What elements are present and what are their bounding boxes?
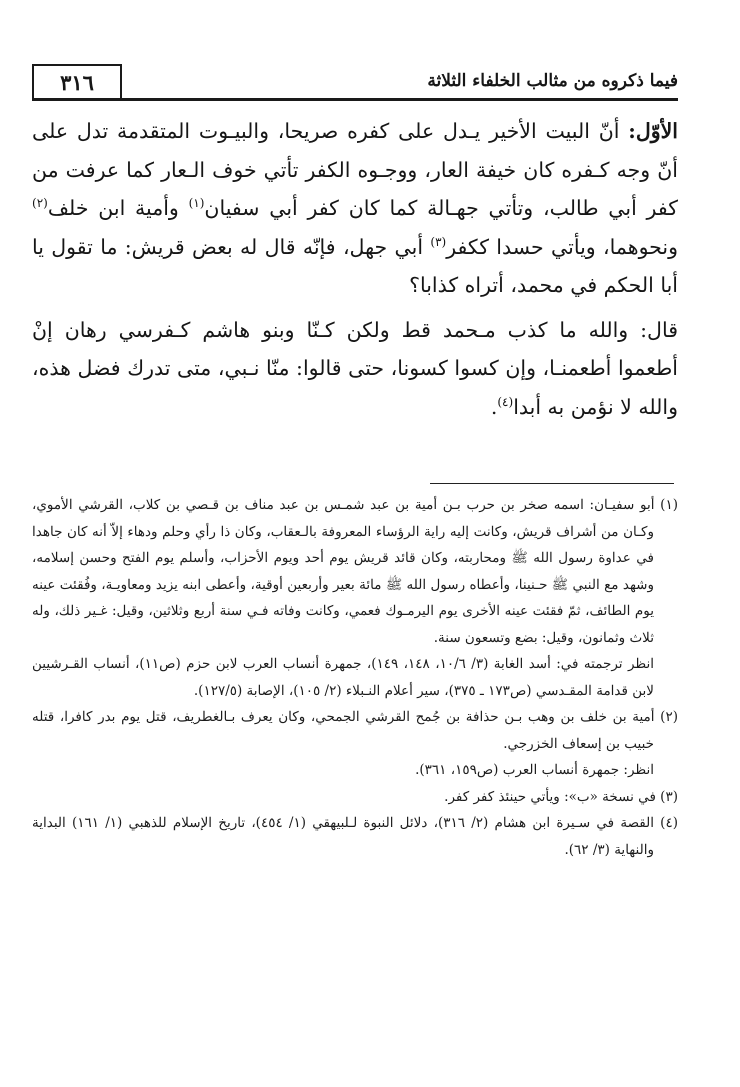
footnotes: [32, 492, 678, 992]
page-header: [32, 64, 678, 100]
footnote-3: (٣) في نسخة «ب»: ويأتي حينئذ كفر كفر.: [444, 788, 678, 805]
header-rule: [32, 98, 678, 101]
paragraph-2-text: قال: والله ما كذب مـحمد قط ولكن كـنّا وبنو هاشم كـفرسي رهان إنْ أطعموا أطعمنـا، وإن كسوا كسونا، حتى قالوا: منّا نـبي، متى تدرك فضل هذه، والله لا نؤمن به أبدا: [32, 317, 678, 419]
footnote-1-sources: انظر ترجمته في: أسد الغابة (٣/ ١٠/٦، ١٤٨، ١٤٩)، جمهرة أنساب العرب لابن حزم (ص١١)، أنساب القـرشيين لابن قدامة المقـدسي (ص١٧٣ ـ ٣٧٥)، سير أعلام النـبلاء (٢/ ١٠٥)، الإصابة (١٢٧/٥).: [32, 656, 655, 699]
footnote-ref-2: (٢): [32, 196, 48, 211]
footnote-2: (٢) أمية بن خلف بن وهب بـن حذافة بن جُمح القرشي الجمحي، وكان يعرف بـالغطريف، قتل يوم بدر كافرا، قتله خبيب بن إسعاف الخزرجي.: [32, 709, 678, 752]
paragraph-1-text-a: أنّ البيت الأخير يـدل على كفره صريحا، والبيـوت المتقدمة تدل على أنّ وجه كـفره كان خيفة العار، ووجـوه الكفر تأتي خوف الـعار كما عرفت من كفر أبي طالب، وتأتي جهـالة كما كان كفر أبي سفيان: [32, 119, 678, 220]
footnote-2-sources: انظر: جمهرة أنساب العرب (ص١٥٩، ٣٦١).: [415, 762, 654, 778]
paragraph-2: [32, 311, 678, 427]
footnote-4: (٤) القصة في سـيرة ابن هشام (٢/ ٣١٦)، دلائل النبوة لـلبيهقي (١/ ٤٥٤)، تاريخ الإسلام للذهبي (١/ ١٦١) البداية والنهاية (٣/ ٦٢).: [32, 815, 678, 858]
main-text: [32, 112, 678, 460]
running-title: فيما ذكروه من مثالب الخلفاء الثلاثة: [427, 71, 678, 91]
paragraph-lead: الأوّل:: [628, 119, 678, 143]
footnote-separator: [430, 483, 674, 484]
page-number: ٣١٦: [32, 64, 122, 100]
paragraph-1-text-d: أبي جهل، فإنّه قال له بعض قريش: ما تقول يا أبا الحكم في محمد، أتراه كذابا؟: [32, 234, 678, 297]
paragraph-1-text-c: ونحوهما، ويأتي حسدا ككفر: [446, 234, 678, 259]
footnote-1: (١) أبو سفيـان: اسمه صخر بن حرب بـن أمية بن عبد شمـس بن عبد مناف بن قـصي بن كلاب، القرشي الأموي، وكـان من أشراف قريش، وكانت إليه راية الرؤساء المعروفة بالـعقاب، وكان ذا رأي وحلم ودهاء إلاّ أنه كان جاهدا في عداوة رسول الله ﷺ ومحاربته، وكان قائد قريش يوم أحد ويوم الأحزاب، وأسلم يوم الفتح وحسن إسلامه، وشهد مع النبي ﷺ حـنينا، وأعطاه رسول الله ﷺ مائة بعير وأربعين أوقية، وأعطى ابنه يزيد ومعاويـة، وفُقئت عينه يوم الطائف، ثمّ فقئت عينه الأخرى يوم اليرمـوك فعمي، وكانت وفاته فـي سنة أربع وثلاثين، وقيل: غـير ذلك، وله ثلاث وثمانون، وقيل: بضع وتسعون سنة.: [32, 497, 678, 646]
footnote-ref-1: (١): [188, 196, 205, 211]
footnote-ref-4: (٤): [497, 394, 514, 409]
footnote-ref-3: (٣): [430, 234, 447, 249]
paragraph-2-end: .: [490, 394, 498, 419]
paragraph-1: [32, 112, 678, 305]
paragraph-1-text-b: وأمية ابن خلف: [47, 196, 189, 220]
